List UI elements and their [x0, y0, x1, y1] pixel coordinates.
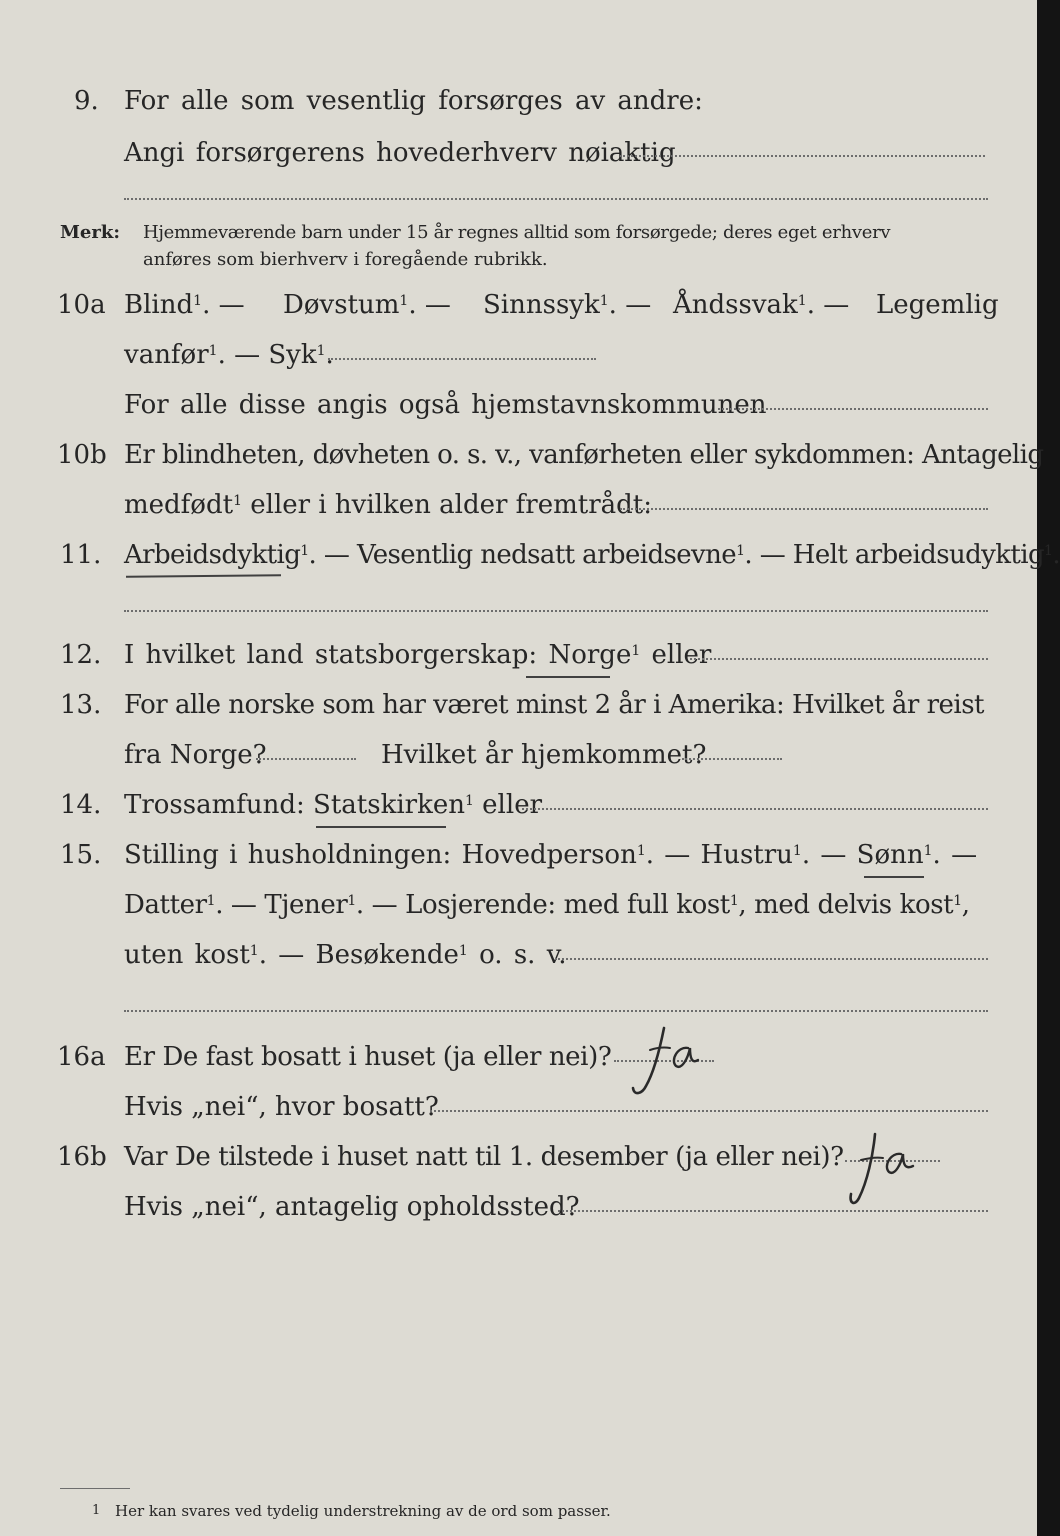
option-andssvak[interactable]: Åndssvak [673, 290, 798, 320]
q9-answer-line-2[interactable] [124, 198, 988, 200]
footnote-rule [60, 1488, 130, 1489]
q16a-line2: Hvis „nei“, hvor bosatt? [124, 1092, 439, 1122]
q10a-dovstum-line: Døvstum$^1$. — [283, 290, 451, 320]
q16a-bosatt-answer-line[interactable] [430, 1110, 988, 1112]
q10a-sinnssyk-line: Sinnssyk$^1$. — [483, 290, 652, 320]
q10b-line2: eller i hvilken alder fremtrådt: [250, 490, 653, 520]
option-uten-kost[interactable]: uten kost [124, 940, 250, 970]
q14-prompt: Trossamfund: [124, 790, 305, 820]
syk-answer-line[interactable] [328, 358, 596, 360]
q9-answer-line[interactable] [620, 155, 985, 157]
option-vanfor[interactable]: vanfør [124, 340, 209, 370]
q16a-number: 16a [57, 1042, 106, 1072]
option-hustru[interactable]: Hustru [700, 840, 793, 870]
option-norge[interactable]: Norge [548, 640, 632, 670]
merk-label: Merk: [60, 222, 120, 243]
q10b-number: 10b [57, 440, 107, 470]
option-hovedperson[interactable]: Hovedperson [461, 840, 637, 870]
q13-fra-norge: fra Norge? [124, 740, 267, 770]
option-statskirken[interactable]: Statskirken [313, 790, 465, 820]
q12-number: 12. [60, 640, 102, 670]
q13-hjem-answer-line[interactable] [682, 758, 782, 760]
q15-line3: uten kost$^1$. — Besøkende$^1$ o. s. v. [124, 940, 567, 970]
q9-line1: For alle som vesentlig forsørges av andre: [124, 86, 703, 116]
q10b-answer-line[interactable] [620, 508, 988, 510]
q10a-number: 10a [57, 290, 106, 320]
q10a-line3: For alle disse angis også hjemstavnskommunen [124, 390, 767, 420]
q10b-line1: Er blindheten, døvheten o. s. v., vanførheten eller sykdommen: Antagelig [124, 440, 1044, 470]
option-syk[interactable]: Syk [268, 340, 317, 370]
q13-line1: For alle norske som har været minst 2 år i Amerika: Hvilket år reist [124, 690, 984, 720]
q14-number: 14. [60, 790, 102, 820]
option-sinnssyk[interactable]: Sinnssyk [483, 290, 600, 320]
q15-line2: Datter$^1$. — Tjener$^1$. — Losjerende: med full kost$^1$, med delvis kost$^1$, [124, 890, 970, 920]
q16a-handwritten-answer [630, 1020, 710, 1102]
q10a-andssvak-line: Åndssvak$^1$. — [673, 290, 850, 320]
q10b-line2-wrap: medfødt$^1$ eller i hvilken alder fremtrådt: [124, 490, 653, 520]
option-datter[interactable]: Datter [124, 890, 207, 920]
option-legemlig[interactable]: Legemlig [876, 290, 999, 320]
underline-arbeidsdyktig [126, 574, 281, 578]
q16b-opholdssted-answer-line[interactable] [558, 1210, 988, 1212]
merk-line1: Hjemmeværende barn under 15 år regnes alltid som forsørgede; deres eget erhverv [143, 222, 891, 243]
q13-reist-answer-line[interactable] [256, 758, 356, 760]
q16a-line1: Er De fast bosatt i huset (ja eller nei)? [124, 1042, 612, 1072]
q15-answer-line-2[interactable] [124, 1010, 988, 1012]
q12-answer-line[interactable] [690, 658, 988, 660]
q12-line: I hvilket land statsborgerskap: Norge$^1$ eller [124, 640, 712, 670]
q13-hjemkommet: Hvilket år hjemkommet? [381, 740, 707, 770]
underline-sonn [864, 876, 924, 878]
q14-line: Trossamfund: Statskirken$^1$ eller [124, 790, 543, 820]
q9-line2: Angi forsørgerens hovederhverv nøiaktig [124, 138, 676, 168]
option-dovstum[interactable]: Døvstum [283, 290, 400, 320]
q15-line1: Stilling i husholdningen: Hovedperson$^1$. — Hustru$^1$. — Sønn$^1$. — [124, 840, 978, 870]
option-full-kost[interactable]: med full kost [563, 890, 730, 920]
q16b-handwritten-answer [845, 1128, 925, 1210]
option-medfodt[interactable]: medfødt [124, 490, 234, 520]
footnote-text: Her kan svares ved tydelig understrekning av de ord som passer. [115, 1502, 611, 1520]
hjemstavn-answer-line[interactable] [718, 408, 988, 410]
merk-line2: anføres som bierhverv i foregående rubrikk. [143, 249, 548, 270]
option-tjener[interactable]: Tjener [264, 890, 348, 920]
q16b-number: 16b [57, 1142, 107, 1172]
option-sonn[interactable]: Sønn [856, 840, 924, 870]
q15-answer-line[interactable] [555, 958, 988, 960]
q16b-line1: Var De tilstede i huset natt til 1. desember (ja eller nei)? [124, 1142, 844, 1172]
underline-statskirken [316, 826, 446, 828]
q13-number: 13. [60, 690, 102, 720]
q16b-line2: Hvis „nei“, antagelig opholdssted? [124, 1192, 580, 1222]
q11-number: 11. [60, 540, 102, 570]
option-arbeidsdyktig[interactable]: Arbeidsdyktig [124, 540, 301, 570]
q11-answer-line[interactable] [124, 610, 988, 612]
q11-line: Arbeidsdyktig$^1$. — Vesentlig nedsatt arbeidsevne$^1$. — Helt arbeidsudyktig$^1$. [124, 540, 1060, 570]
q16b-handwriting-svg [845, 1128, 925, 1210]
q10a-line2: vanfør$^1$. — Syk$^1$. [124, 340, 334, 370]
option-nedsatt[interactable]: Vesentlig nedsatt arbeidsevne [356, 540, 737, 570]
q15-number: 15. [60, 840, 102, 870]
q9-number: 9. [74, 86, 99, 116]
underline-norge [526, 676, 610, 678]
option-blind[interactable]: Blind [124, 290, 194, 320]
option-delvis-kost[interactable]: med delvis kost [754, 890, 954, 920]
option-besokende[interactable]: Besøkende [315, 940, 459, 970]
q16a-handwriting-svg [630, 1020, 710, 1102]
footnote-mark: 1 [92, 1503, 101, 1518]
q12-prompt: I hvilket land statsborgerskap: [124, 640, 538, 670]
scan-edge [1037, 0, 1059, 1536]
option-udyktig[interactable]: Helt arbeidsudyktig [792, 540, 1044, 570]
q10a-blind-line: Blind$^1$. — [124, 290, 245, 320]
q14-answer-line[interactable] [522, 808, 988, 810]
